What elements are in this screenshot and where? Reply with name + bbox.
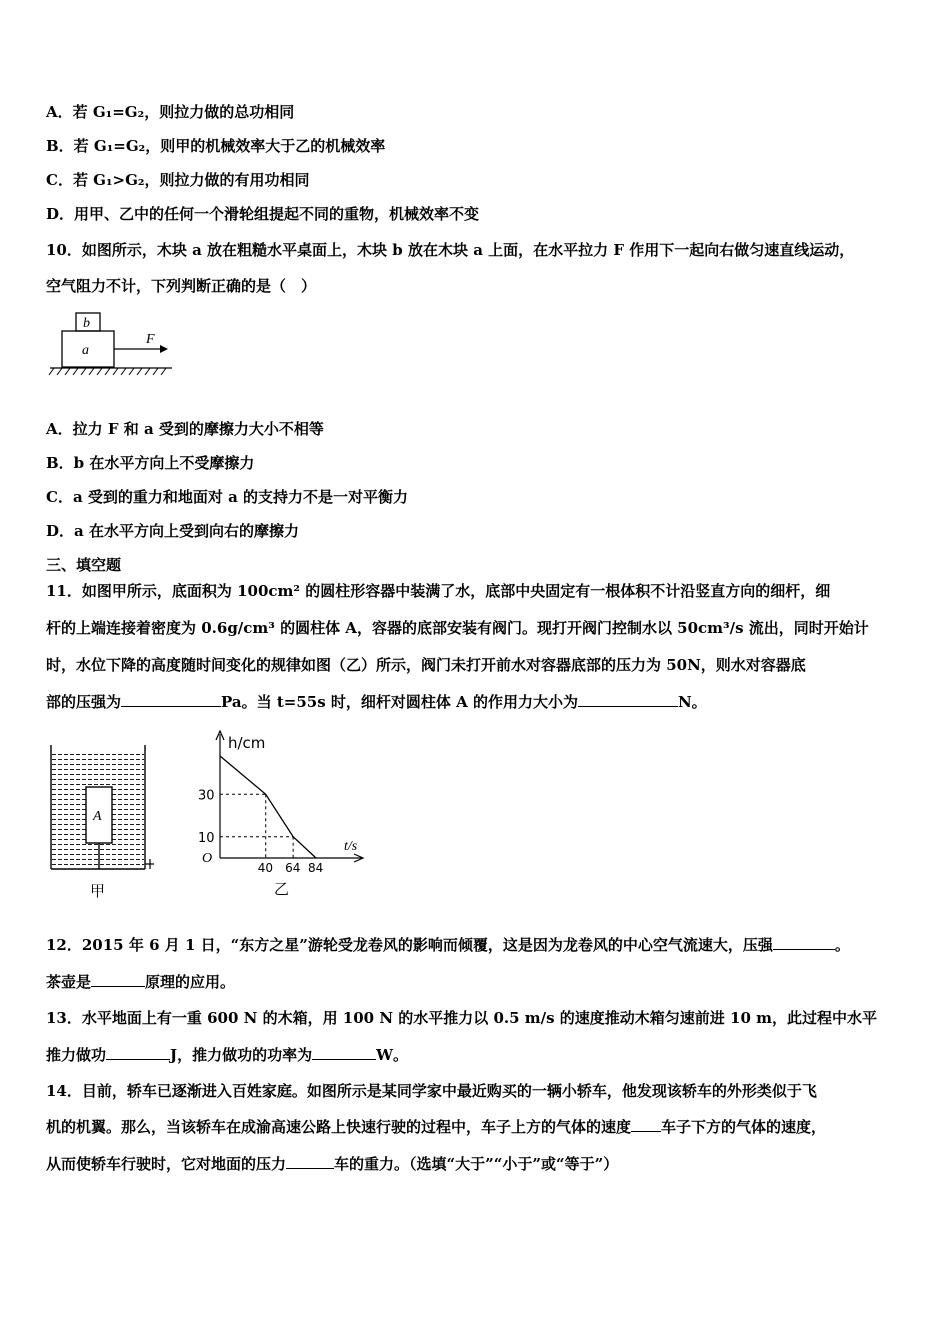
block-b-label: b [83, 316, 90, 331]
q13-line2 [46, 1045, 408, 1065]
q13-text-a: 推力做功 [46, 1046, 107, 1064]
x-tick-label-40: 40 [257, 861, 273, 875]
q11-blank-force[interactable] [578, 692, 678, 707]
q11-stem-line1: 11．如图甲所示，底面积为 100cm² 的圆柱形容器中装满了水，底部中央固定有一根体积不计沿竖直方向的细杆，细 [46, 582, 831, 600]
ground [49, 368, 172, 375]
q12-text-a: 12．2015 年 6 月 1 日，“东方之星”游轮受龙卷风的影响而倾覆，这是因为龙卷风的中心空气流速大，压强 [46, 936, 773, 954]
q14-text-b: 车子下方的气体的速度， [661, 1118, 827, 1136]
q13-line1: 13．水平地面上有一重 600 N 的木箱，用 100 N 的水平推力以 0.5 m/s 的速度推动木箱匀速前进 10 m，此过程中水平 [46, 1009, 878, 1027]
origin-label: O [202, 851, 213, 866]
q11-blank-pressure[interactable] [121, 692, 221, 707]
q12-text-b: 。 [834, 936, 850, 954]
series-line [220, 756, 316, 858]
block-a [62, 331, 114, 367]
q11-text-b: Pa。当 t=55s 时，细杆对圆柱体 A 的作用力大小为 [221, 693, 578, 711]
q10-option-c: C．a 受到的重力和地面对 a 的支持力不是一对平衡力 [46, 488, 409, 506]
valve [145, 859, 154, 869]
q11-stem-line2: 杆的上端连接着密度为 0.6g/cm³ 的圆柱体 A，容器的底部安装有阀门。现打开阀门控制水以 50cm³/s 流出，同时开始计 [46, 619, 869, 637]
q11-stem-line3: 时，水位下降的高度随时间变化的规律如图（乙）所示，阀门未打开前水对容器底部的压力为 50N，则水对容器底 [46, 656, 806, 674]
force-arrow [114, 332, 168, 353]
figure-yi-label: 乙 [274, 880, 290, 898]
block-a-label: a [82, 343, 89, 358]
q14-text-c: 从而使轿车行驶时，它对地面的压力 [46, 1155, 287, 1173]
q14-line2 [46, 1117, 826, 1137]
q12-line1 [46, 935, 850, 955]
q11-text-a: 部的压强为 [46, 693, 122, 711]
x-tick-label-64: 64 [285, 861, 301, 875]
q12-text-d: 原理的应用。 [145, 973, 236, 991]
y-axis-label: h/cm [228, 734, 266, 752]
y-tick-label-10: 10 [198, 830, 215, 846]
q12-blank-principle[interactable] [91, 972, 145, 987]
q9-option-d: D．用甲、乙中的任何一个滑轮组提起不同的重物，机械效率不变 [46, 205, 480, 223]
cylinder-a-label: A [93, 809, 102, 824]
q9-option-b: B．若 G₁=G₂，则甲的机械效率大于乙的机械效率 [46, 137, 386, 155]
q14-line1: 14．目前，轿车已逐渐进入百姓家庭。如图所示是某同学家中最近购买的一辆小轿车，他发现该轿车的外形类似于飞 [46, 1082, 817, 1100]
q10-option-a: A．拉力 F 和 a 受到的摩擦力大小不相等 [46, 420, 324, 438]
q10-block-figure [46, 308, 176, 382]
q11-text-c: N。 [677, 693, 707, 711]
q14-line3 [46, 1154, 618, 1174]
q13-text-b: J，推力做功的功率为 [170, 1046, 313, 1064]
q10-stem-line1: 10．如图所示，木块 a 放在粗糙水平桌面上，木块 b 放在木块 a 上面，在水平拉力 F 作用下一起向右做匀速直线运动， [46, 241, 855, 259]
q14-blank-speed[interactable] [631, 1117, 661, 1132]
section-heading: 三、填空题 [46, 556, 122, 574]
block-b [76, 313, 100, 331]
q13-blank-work[interactable] [106, 1045, 170, 1060]
q10-stem-line2: 空气阻力不计，下列判断正确的是（ ） [46, 277, 317, 295]
q10-option-d: D．a 在水平方向上受到向右的摩擦力 [46, 522, 299, 540]
q14-text-d: 车的重力。（选填“大于”“小于”或“等于”） [334, 1155, 619, 1173]
q13-text-c: W。 [376, 1046, 408, 1064]
q13-blank-power[interactable] [312, 1045, 376, 1060]
q12-blank-pressure[interactable] [773, 935, 835, 950]
q12-line2 [46, 972, 235, 992]
q11-figure-jia [46, 742, 166, 902]
q9-option-c: C．若 G₁>G₂，则拉力做的有用功相同 [46, 171, 310, 189]
y-tick-label-30: 30 [198, 788, 215, 804]
x-axis-label: t/s [344, 839, 358, 854]
q9-option-a: A．若 G₁=G₂，则拉力做的总功相同 [46, 103, 295, 121]
figure-jia-label: 甲 [90, 882, 106, 900]
q10-option-b: B．b 在水平方向上不受摩擦力 [46, 454, 255, 472]
q12-text-c: 茶壶是 [46, 973, 92, 991]
q11-stem-line4 [46, 692, 707, 712]
x-tick-label-84: 84 [308, 861, 324, 875]
force-label: F [146, 332, 155, 347]
q11-figure-yi [196, 726, 376, 902]
q14-blank-pressure[interactable] [286, 1154, 334, 1169]
q14-text-a: 机的机翼。那么，当该轿车在成渝高速公路上快速行驶的过程中，车子上方的气体的速度 [46, 1118, 632, 1136]
